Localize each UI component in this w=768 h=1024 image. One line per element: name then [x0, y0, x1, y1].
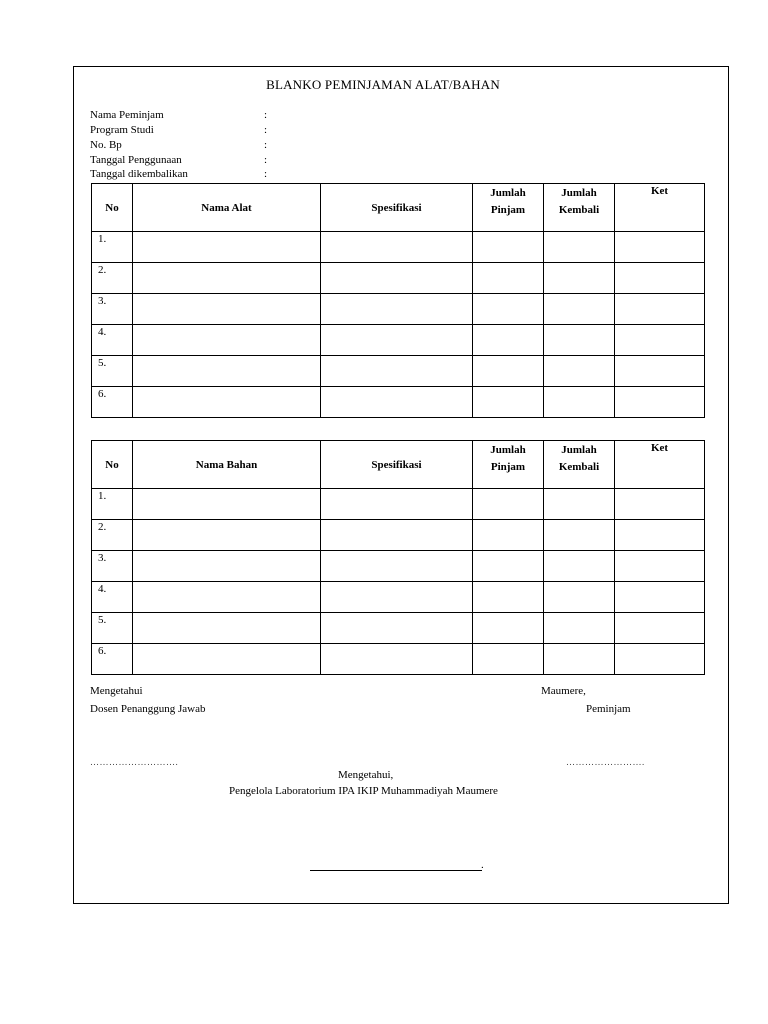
table-row	[92, 387, 705, 418]
cell-input[interactable]	[615, 356, 705, 387]
cell-input[interactable]	[544, 263, 615, 294]
signature-line	[310, 870, 482, 871]
cell-input[interactable]	[473, 644, 544, 675]
cell-input[interactable]	[133, 520, 321, 551]
field-label-tanggal-penggunaan: Tanggal Penggunaan	[90, 154, 182, 166]
cell-input[interactable]	[133, 551, 321, 582]
table-row	[92, 489, 705, 520]
header-no: No	[92, 184, 133, 232]
cell-input[interactable]	[473, 294, 544, 325]
cell-input[interactable]	[321, 551, 473, 582]
signature-right-role: Peminjam	[586, 703, 631, 715]
cell-input[interactable]	[321, 489, 473, 520]
cell-input[interactable]	[133, 644, 321, 675]
field-colon: :	[264, 139, 268, 151]
cell-input[interactable]	[321, 582, 473, 613]
header-text: Jumlah	[561, 444, 597, 456]
header-nama-alat: Nama Alat	[133, 184, 321, 232]
cell-input[interactable]	[473, 387, 544, 418]
table-bahan	[91, 440, 705, 675]
cell-input[interactable]	[321, 325, 473, 356]
table-header-row	[92, 441, 705, 489]
row-number: 4.	[92, 325, 133, 356]
cell-input[interactable]	[615, 551, 705, 582]
row-number: 1.	[92, 489, 133, 520]
signature-right-place: Maumere,	[541, 685, 586, 697]
header-text: Jumlah	[490, 444, 526, 456]
header-text: Kembali	[558, 461, 600, 473]
cell-input[interactable]	[133, 387, 321, 418]
field-colon: :	[264, 124, 268, 136]
row-number: 5.	[92, 356, 133, 387]
row-number: 2.	[92, 263, 133, 294]
header-spesifikasi: Spesifikasi	[321, 441, 473, 489]
header-text: Jumlah	[490, 187, 526, 199]
cell-input[interactable]	[544, 232, 615, 263]
cell-input[interactable]	[321, 263, 473, 294]
table-row	[92, 644, 705, 675]
cell-input[interactable]	[473, 613, 544, 644]
cell-input[interactable]	[321, 613, 473, 644]
cell-input[interactable]	[615, 644, 705, 675]
header-text: Pinjam	[490, 204, 526, 216]
cell-input[interactable]	[544, 356, 615, 387]
header-text: Pinjam	[490, 461, 526, 473]
cell-input[interactable]	[133, 325, 321, 356]
cell-input[interactable]	[133, 489, 321, 520]
cell-input[interactable]	[133, 294, 321, 325]
row-number: 5.	[92, 613, 133, 644]
cell-input[interactable]	[133, 232, 321, 263]
field-colon: :	[264, 109, 268, 121]
field-label-no-bp: No. Bp	[90, 139, 122, 151]
cell-input[interactable]	[473, 582, 544, 613]
row-number: 6.	[92, 644, 133, 675]
document-title: BLANKO PEMINJAMAN ALAT/BAHAN	[266, 77, 500, 92]
header-text: Kembali	[558, 204, 600, 216]
row-number: 3.	[92, 294, 133, 325]
cell-input[interactable]	[133, 582, 321, 613]
row-number: 1.	[92, 232, 133, 263]
header-jumlah-pinjam	[473, 184, 544, 232]
cell-input[interactable]	[321, 356, 473, 387]
cell-input[interactable]	[615, 325, 705, 356]
header-nama-bahan: Nama Bahan	[133, 441, 321, 489]
signature-center-heading: Mengetahui,	[338, 769, 394, 781]
field-colon: :	[264, 154, 268, 166]
cell-input[interactable]	[615, 582, 705, 613]
cell-input[interactable]	[473, 520, 544, 551]
cell-input[interactable]	[544, 325, 615, 356]
cell-input[interactable]	[615, 387, 705, 418]
table-row	[92, 613, 705, 644]
cell-input[interactable]	[544, 294, 615, 325]
table-row	[92, 551, 705, 582]
field-colon: :	[264, 168, 268, 180]
cell-input[interactable]	[615, 232, 705, 263]
signature-left-role: Dosen Penanggung Jawab	[90, 703, 206, 715]
cell-input[interactable]	[544, 520, 615, 551]
cell-input[interactable]	[473, 232, 544, 263]
cell-input[interactable]	[473, 551, 544, 582]
field-label-program-studi: Program Studi	[90, 124, 154, 136]
cell-input[interactable]	[615, 613, 705, 644]
table-row	[92, 356, 705, 387]
cell-input[interactable]	[321, 294, 473, 325]
table-row	[92, 325, 705, 356]
cell-input[interactable]	[321, 520, 473, 551]
signature-line-dot: .	[481, 859, 484, 871]
cell-input[interactable]	[544, 551, 615, 582]
cell-input[interactable]	[544, 387, 615, 418]
cell-input[interactable]	[615, 520, 705, 551]
cell-input[interactable]	[321, 387, 473, 418]
row-number: 4.	[92, 582, 133, 613]
cell-input[interactable]	[473, 263, 544, 294]
signature-center-role: Pengelola Laboratorium IPA IKIP Muhammadiyah Maumere	[229, 785, 498, 797]
cell-input[interactable]	[133, 263, 321, 294]
header-jumlah-kembali	[544, 441, 615, 489]
cell-input[interactable]	[544, 644, 615, 675]
cell-input[interactable]	[133, 613, 321, 644]
cell-input[interactable]	[473, 489, 544, 520]
header-jumlah-pinjam	[473, 441, 544, 489]
signature-right-dots: …………………….	[566, 757, 645, 767]
table-alat	[91, 183, 705, 418]
cell-input[interactable]	[615, 263, 705, 294]
table-row	[92, 582, 705, 613]
header-no: No	[92, 441, 133, 489]
table-row	[92, 520, 705, 551]
cell-input[interactable]	[321, 644, 473, 675]
cell-input[interactable]	[133, 356, 321, 387]
header-spesifikasi: Spesifikasi	[321, 184, 473, 232]
signature-left-heading: Mengetahui	[90, 685, 143, 697]
header-text: Jumlah	[561, 187, 597, 199]
cell-input[interactable]	[544, 613, 615, 644]
cell-input[interactable]	[473, 325, 544, 356]
field-label-tanggal-dikembalikan: Tanggal dikembalikan	[90, 168, 188, 180]
table-row	[92, 294, 705, 325]
header-ket: Ket	[615, 184, 705, 232]
table-row	[92, 232, 705, 263]
cell-input[interactable]	[321, 232, 473, 263]
cell-input[interactable]	[544, 489, 615, 520]
table-header-row	[92, 184, 705, 232]
table-row	[92, 263, 705, 294]
cell-input[interactable]	[473, 356, 544, 387]
cell-input[interactable]	[615, 294, 705, 325]
cell-input[interactable]	[544, 582, 615, 613]
header-ket: Ket	[615, 441, 705, 489]
row-number: 6.	[92, 387, 133, 418]
cell-input[interactable]	[615, 489, 705, 520]
row-number: 2.	[92, 520, 133, 551]
header-jumlah-kembali	[544, 184, 615, 232]
row-number: 3.	[92, 551, 133, 582]
signature-left-dots: ……………………….	[90, 757, 179, 767]
field-label-nama-peminjam: Nama Peminjam	[90, 109, 164, 121]
